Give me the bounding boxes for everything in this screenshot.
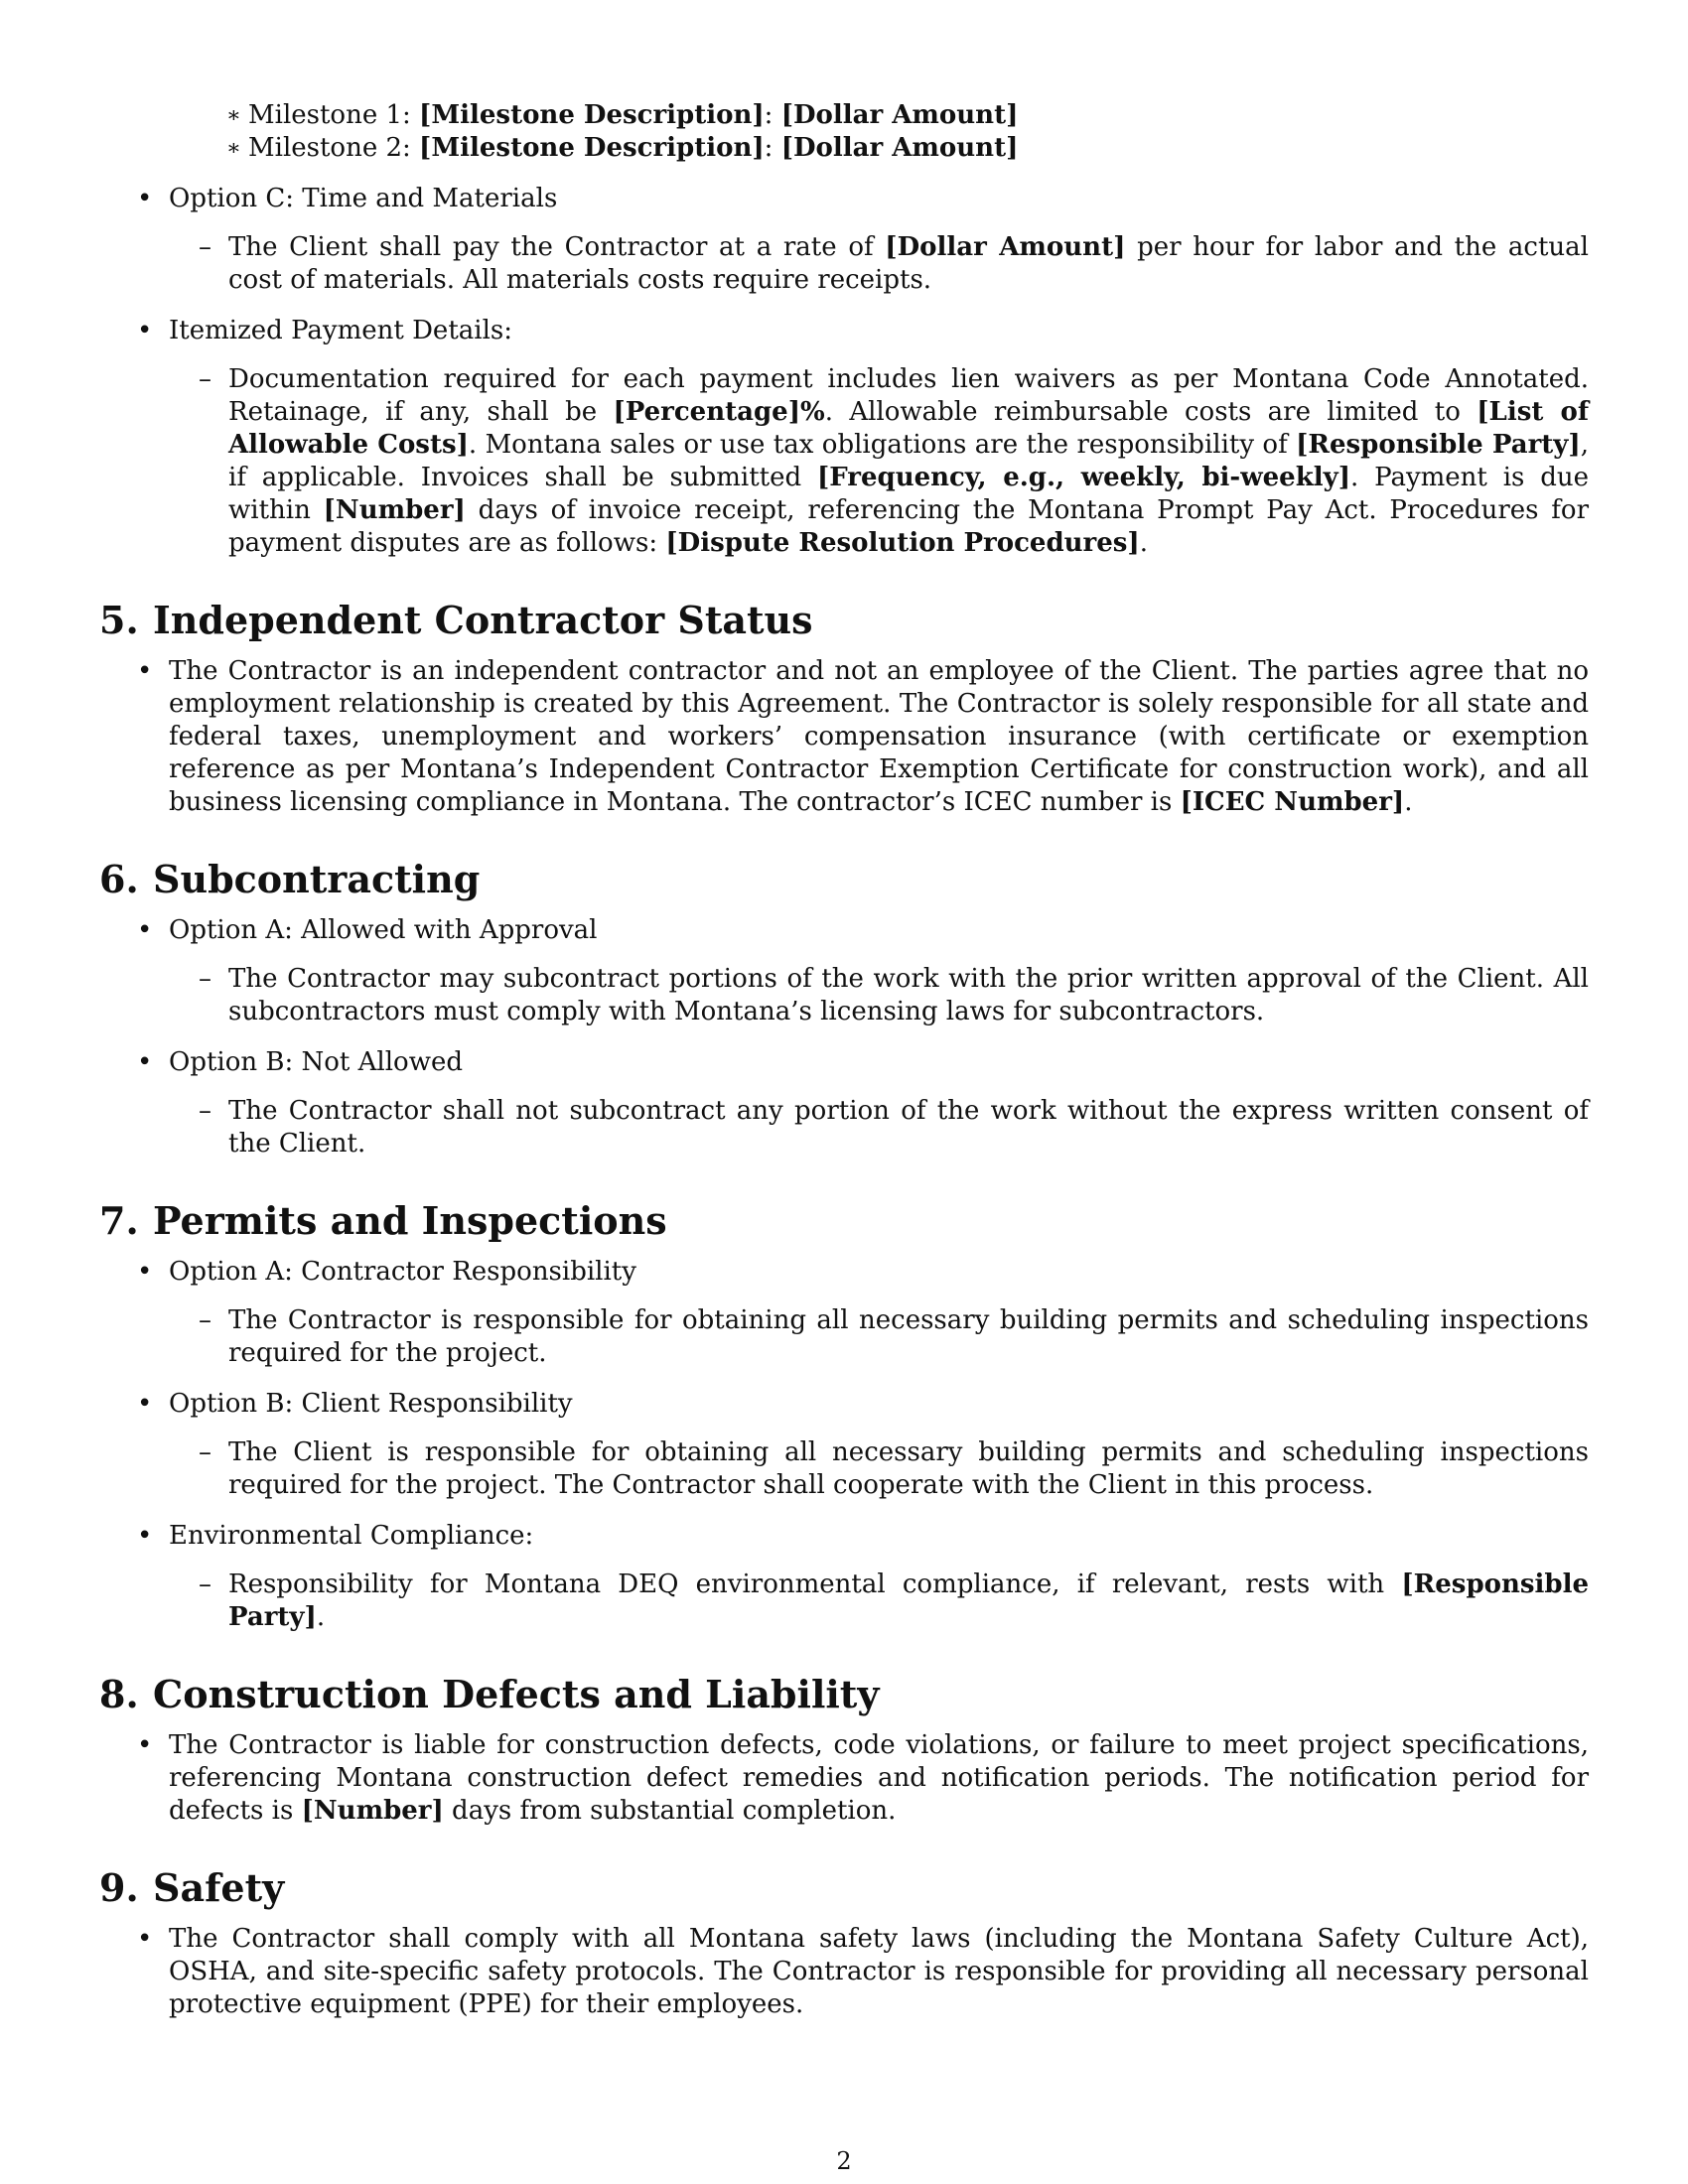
document-body <box>99 99 1589 2021</box>
section-6-option-b: • Option B: Not Allowed <box>137 1047 463 1077</box>
section-5-heading: 5. Independent Contractor Status <box>99 598 813 642</box>
milestone-list <box>99 99 1589 165</box>
list-item: ∗ Milestone 2: [Milestone Description]: [Dollar Amount] <box>248 132 1589 165</box>
section-8-item: • The Contractor is liable for construction defects, code violations, or failure to meet project specifications, referencing Montana construction defect remedies and notification periods. The notification period for defects is [Number] days from substantial completion. <box>137 1730 1589 1826</box>
section-6-option-a: • Option A: Allowed with Approval <box>137 915 598 945</box>
dash-icon: – <box>199 364 211 394</box>
section-7-option-b: • Option B: Client Responsibility <box>137 1389 573 1419</box>
list-item: ∗ Milestone 1: [Milestone Description]: [Dollar Amount] <box>248 99 1589 132</box>
dash-icon: – <box>199 964 211 994</box>
section-7-environmental-detail: – Responsibility for Montana DEQ environmental compliance, if relevant, rests with [Responsible Party]. <box>199 1570 1589 1632</box>
itemized-item: • Itemized Payment Details: <box>137 316 512 345</box>
page-number: 2 <box>836 2147 852 2175</box>
dash-icon: – <box>199 1437 211 1467</box>
section-9-item: • The Contractor shall comply with all Montana safety laws (including the Montana Safety Culture Act), OSHA, and site-specific safety protocols. The Contractor is responsible for providing all necessary personal protective equipment (PPE) for their employees. <box>137 1924 1589 2019</box>
section-6-heading: 6. Subcontracting <box>99 857 481 901</box>
bullet-icon: • <box>137 1521 153 1551</box>
option-c-item: • Option C: Time and Materials <box>137 184 558 213</box>
dash-icon: – <box>199 1096 211 1126</box>
section-7-option-a: • Option A: Contractor Responsibility <box>137 1257 636 1287</box>
section-7-heading: 7. Permits and Inspections <box>99 1198 667 1243</box>
bullet-icon: • <box>137 1924 153 1954</box>
section-8-heading: 8. Construction Defects and Liability <box>99 1672 880 1716</box>
bullet-icon: • <box>137 1389 153 1419</box>
option-c-detail: – The Client shall pay the Contractor at a rate of [Dollar Amount] per hour for labor and the actual cost of materials. All materials costs require receipts. <box>199 232 1589 295</box>
bullet-icon: • <box>137 184 153 213</box>
dash-icon: – <box>199 1305 211 1335</box>
dash-icon: – <box>199 232 211 262</box>
bullet-icon: • <box>137 915 153 945</box>
bullet-icon: • <box>137 316 153 345</box>
dash-icon: – <box>199 1570 211 1599</box>
section-6-option-b-detail: – The Contractor shall not subcontract any portion of the work without the express written consent of the Client. <box>199 1096 1589 1159</box>
bullet-icon: • <box>137 1257 153 1287</box>
bullet-icon: • <box>137 1047 153 1077</box>
section-7-environmental: • Environmental Compliance: <box>137 1521 534 1551</box>
section-7-option-b-detail: – The Client is responsible for obtaining all necessary building permits and scheduling inspections required for the project. The Contractor shall cooperate with the Client in this process. <box>199 1437 1589 1500</box>
bullet-icon: • <box>137 1730 153 1760</box>
bullet-icon: • <box>137 656 153 686</box>
section-9-heading: 9. Safety <box>99 1865 285 1910</box>
section-6-option-a-detail: – The Contractor may subcontract portions of the work with the prior written approval of the Client. All subcontractors must comply with Montana’s licensing laws for subcontractors. <box>199 964 1589 1026</box>
itemized-detail: – Documentation required for each payment includes lien waivers as per Montana Code Annotated. Retainage, if any, shall be [Percentage]%. Allowable reimbursable costs are limited to [List of Allowable Costs]. Montana sales or use tax obligations are the responsibility of [Responsible Party], if applicable. Invoices shall be submitted [Frequency, e.g., weekly, bi-weekly]. Payment is due within [Number] days of invoice receipt, referencing the Montana Prompt Pay Act. Procedures for payment disputes are as follows: [Dispute Resolution Procedures]. <box>199 364 1590 558</box>
section-7-option-a-detail: – The Contractor is responsible for obtaining all necessary building permits and scheduling inspections required for the project. <box>199 1305 1589 1368</box>
section-5-item: • The Contractor is an independent contractor and not an employee of the Client. The parties agree that no employment relationship is created by this Agreement. The Contractor is solely responsible for all state and federal taxes, unemployment and workers’ compensation insurance (with certificate or exemption reference as per Montana’s Independent Contractor Exemption Certificate for construction work), and all business licensing compliance in Montana. The contractor’s ICEC number is [ICEC Number]. <box>137 656 1589 817</box>
